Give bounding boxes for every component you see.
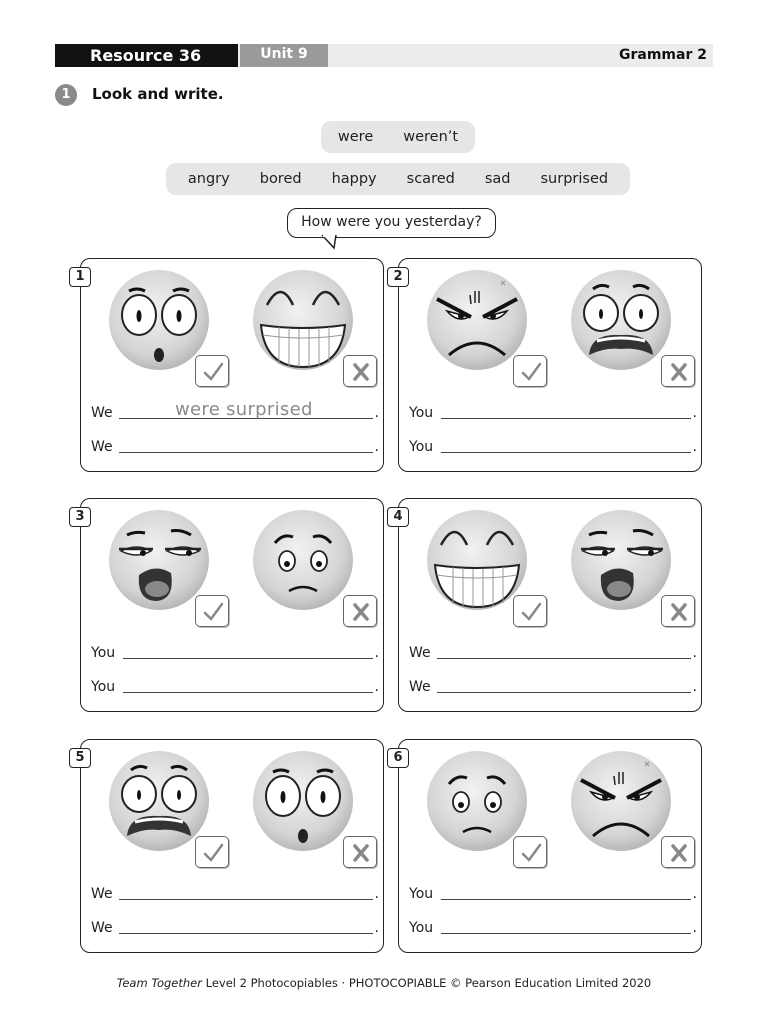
exercise-panel bbox=[393, 739, 702, 953]
cross-icon bbox=[661, 595, 695, 627]
answer-line[interactable] bbox=[409, 673, 697, 697]
word-bank-word: were bbox=[337, 129, 374, 145]
write-line[interactable] bbox=[441, 452, 691, 453]
footer-title: Team Together bbox=[116, 976, 202, 990]
write-line[interactable] bbox=[437, 658, 691, 659]
write-line[interactable] bbox=[441, 899, 691, 900]
write-line[interactable] bbox=[119, 452, 373, 453]
panel-number: 6 bbox=[387, 748, 409, 768]
pronoun: You bbox=[409, 439, 434, 455]
pronoun: We bbox=[409, 645, 431, 661]
word-bank-verbs bbox=[321, 121, 475, 153]
pronoun: We bbox=[91, 405, 113, 421]
answer-line[interactable] bbox=[91, 673, 379, 697]
surprised-face bbox=[249, 750, 357, 852]
check-icon bbox=[195, 355, 229, 387]
exercise-panel bbox=[75, 498, 384, 712]
pronoun: We bbox=[409, 679, 431, 695]
full-stop: . bbox=[374, 886, 379, 902]
write-line[interactable] bbox=[123, 692, 373, 693]
panel-number: 2 bbox=[387, 267, 409, 287]
check-icon bbox=[195, 836, 229, 868]
speech-bubble-tail bbox=[320, 235, 344, 251]
full-stop: . bbox=[374, 920, 379, 936]
cross-icon bbox=[343, 595, 377, 627]
pronoun: You bbox=[409, 920, 434, 936]
answer-line[interactable] bbox=[409, 433, 697, 457]
pronoun: You bbox=[91, 679, 116, 695]
resource-label: Resource 36 bbox=[55, 44, 238, 67]
check-icon bbox=[513, 355, 547, 387]
cross-icon bbox=[343, 836, 377, 868]
footer-copyright: Level 2 Photocopiables · PHOTOCOPIABLE © Pearson Education Limited 2020 bbox=[201, 976, 652, 990]
exercise-instruction: Look and write. bbox=[92, 85, 224, 103]
pronoun: We bbox=[91, 886, 113, 902]
full-stop: . bbox=[692, 439, 697, 455]
full-stop: . bbox=[692, 405, 697, 421]
answer-line[interactable] bbox=[409, 639, 697, 663]
header-bar bbox=[55, 44, 713, 67]
answer-line[interactable] bbox=[91, 914, 379, 938]
exercise-panel bbox=[393, 498, 702, 712]
cross-icon bbox=[661, 836, 695, 868]
pronoun: You bbox=[91, 645, 116, 661]
unit-label: Unit 9 bbox=[240, 44, 328, 67]
answer-line[interactable] bbox=[409, 914, 697, 938]
answer-line[interactable] bbox=[91, 639, 379, 663]
check-icon bbox=[513, 595, 547, 627]
angry-face bbox=[567, 750, 675, 852]
check-icon bbox=[513, 836, 547, 868]
pronoun: You bbox=[409, 405, 434, 421]
bored-face bbox=[567, 509, 675, 611]
panel-number: 1 bbox=[69, 267, 91, 287]
page-footer bbox=[0, 976, 768, 990]
pronoun: We bbox=[91, 439, 113, 455]
word-bank-word: sad bbox=[484, 171, 511, 187]
pronoun: You bbox=[409, 886, 434, 902]
full-stop: . bbox=[374, 679, 379, 695]
write-line[interactable] bbox=[441, 418, 691, 419]
cross-icon bbox=[661, 355, 695, 387]
sad-face bbox=[249, 509, 357, 611]
pronoun: We bbox=[91, 920, 113, 936]
cross-icon bbox=[343, 355, 377, 387]
speech-bubble: How were you yesterday? bbox=[287, 208, 496, 238]
exercise-panel bbox=[393, 258, 702, 472]
word-bank-word: surprised bbox=[540, 171, 609, 187]
answer-line[interactable] bbox=[409, 880, 697, 904]
write-line[interactable] bbox=[123, 658, 373, 659]
full-stop: . bbox=[692, 920, 697, 936]
section-label: Grammar 2 bbox=[619, 47, 707, 63]
write-line[interactable] bbox=[437, 692, 691, 693]
word-bank-word: weren’t bbox=[403, 129, 459, 145]
panel-number: 4 bbox=[387, 507, 409, 527]
word-bank-adjectives bbox=[166, 163, 630, 195]
full-stop: . bbox=[374, 405, 379, 421]
scared-face bbox=[567, 269, 675, 371]
exercise-panel bbox=[75, 739, 384, 953]
write-line[interactable] bbox=[441, 933, 691, 934]
answer-line[interactable] bbox=[91, 399, 379, 423]
full-stop: . bbox=[374, 439, 379, 455]
answer-line[interactable] bbox=[91, 880, 379, 904]
word-bank-word: happy bbox=[331, 171, 377, 187]
answer-line[interactable] bbox=[409, 399, 697, 423]
answer-line[interactable] bbox=[91, 433, 379, 457]
happy-face bbox=[249, 269, 357, 371]
handwritten-answer: were surprised bbox=[175, 399, 313, 420]
check-icon bbox=[195, 595, 229, 627]
word-bank-word: angry bbox=[187, 171, 230, 187]
full-stop: . bbox=[692, 886, 697, 902]
exercise-panel bbox=[75, 258, 384, 472]
full-stop: . bbox=[692, 679, 697, 695]
word-bank-word: bored bbox=[259, 171, 302, 187]
word-bank-word: scared bbox=[406, 171, 455, 187]
write-line[interactable] bbox=[119, 933, 373, 934]
full-stop: . bbox=[374, 645, 379, 661]
exercise-number: 1 bbox=[55, 84, 77, 106]
full-stop: . bbox=[692, 645, 697, 661]
panel-number: 3 bbox=[69, 507, 91, 527]
write-line[interactable] bbox=[119, 899, 373, 900]
panel-number: 5 bbox=[69, 748, 91, 768]
